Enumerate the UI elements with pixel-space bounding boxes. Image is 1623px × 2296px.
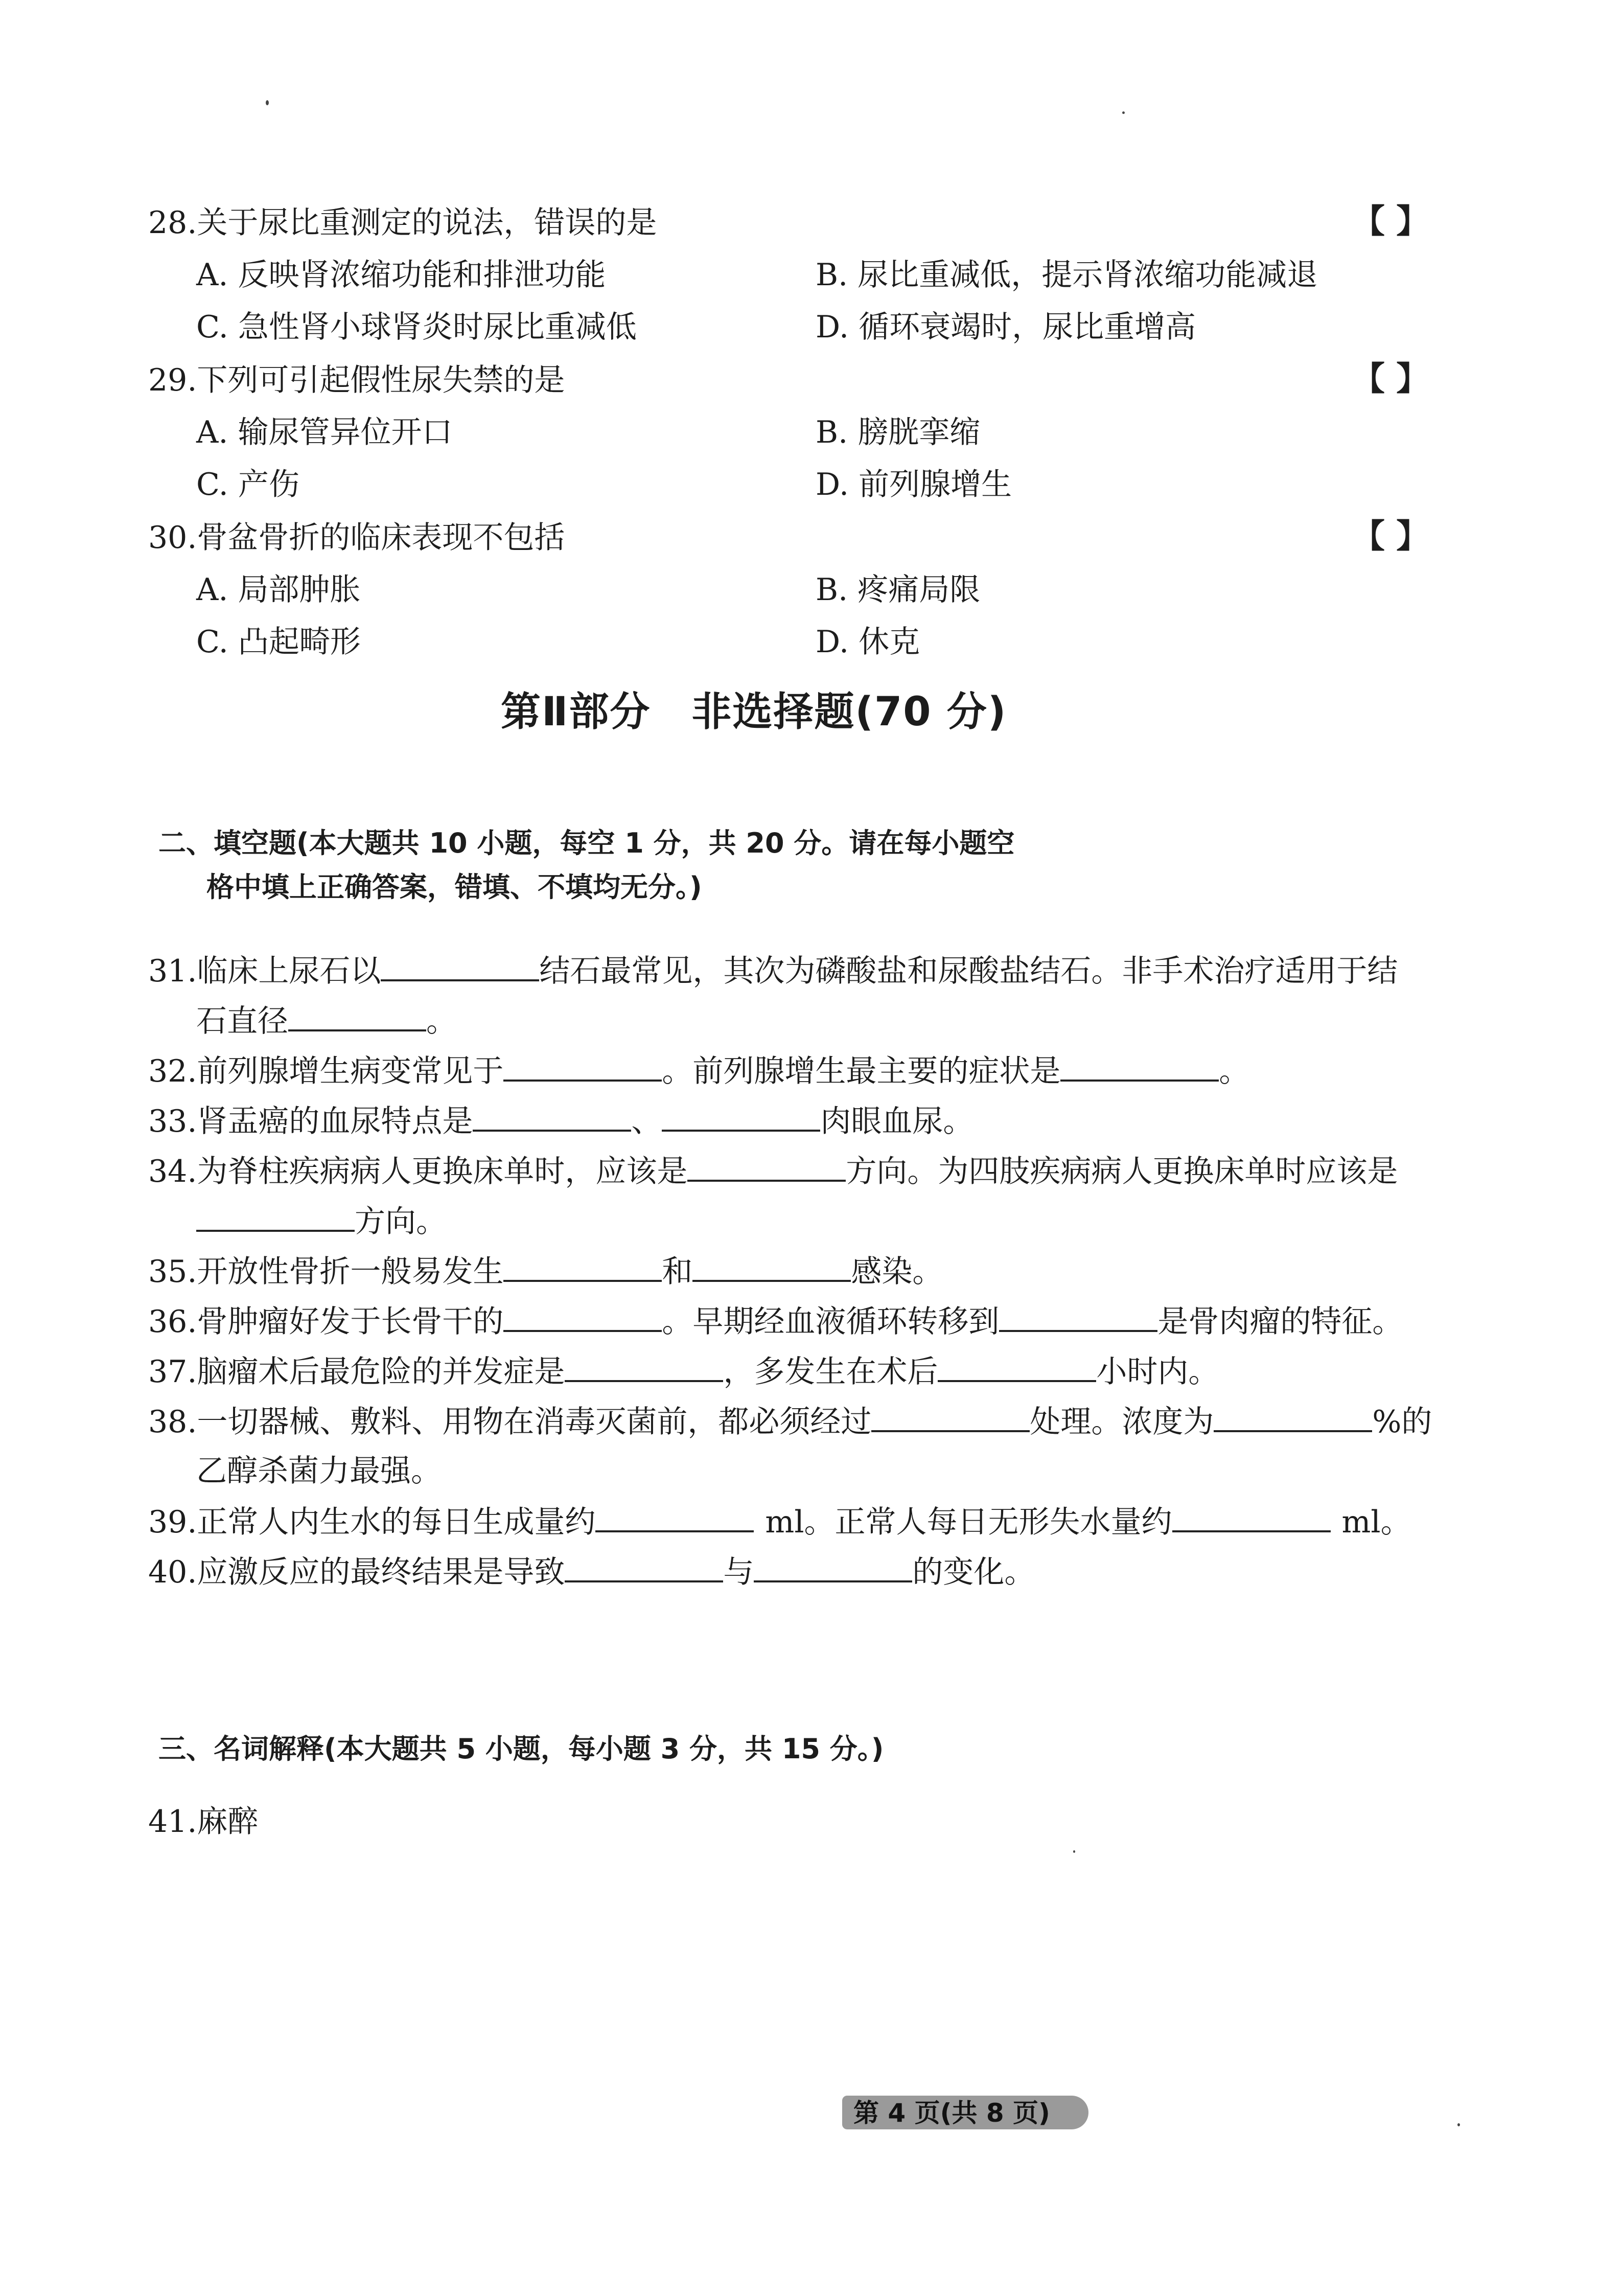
scan-speck [266, 100, 269, 105]
question-35-text: 感染。 [851, 1254, 943, 1290]
question-33 [148, 1100, 973, 1142]
question-33-text: 、 [631, 1104, 662, 1139]
question-31-text: 石直径 [196, 1003, 288, 1039]
blank-35-2[interactable] [692, 1250, 851, 1282]
fill-section-heading: 二、填空题(本大题共 10 小题，每空 1 分，共 20 分。请在每小题空 [158, 827, 1015, 859]
question-31-text: 31.临床上尿石以 [148, 953, 381, 989]
question-39-text: ml。 [1341, 1504, 1411, 1540]
question-34-text: 方向。为四肢疾病病人更换床单时应该是 [846, 1154, 1398, 1189]
blank-39-2[interactable] [1172, 1501, 1331, 1532]
question-37-text: ，多发生在术后 [723, 1354, 938, 1390]
blank-33-2[interactable] [662, 1100, 820, 1132]
question-32 [148, 1050, 1249, 1092]
blank-37-2[interactable] [938, 1350, 1096, 1382]
question-34-cont [196, 1200, 447, 1242]
scan-speck [1073, 1850, 1075, 1853]
option-29-b: B. 膀胱挛缩 [816, 415, 981, 450]
option-30-c: C. 凸起畸形 [196, 624, 361, 660]
blank-36-1[interactable] [503, 1300, 662, 1332]
blank-36-2[interactable] [999, 1300, 1157, 1332]
question-39 [148, 1501, 1411, 1543]
question-40-text: 40.应激反应的最终结果是导致 [148, 1554, 565, 1590]
question-30-stem: 30.骨盆骨折的临床表现不包括 [148, 520, 565, 556]
fill-section-heading-cont: 格中填上正确答案，错填、不填均无分。) [206, 871, 702, 903]
blank-33-1[interactable] [473, 1100, 631, 1132]
option-28-a: A. 反映肾浓缩功能和排泄功能 [196, 257, 606, 293]
option-29-d: D. 前列腺增生 [816, 467, 1012, 502]
question-33-text: 33.肾盂癌的血尿特点是 [148, 1104, 473, 1139]
answer-bracket-30[interactable]: 【 】 [1352, 518, 1429, 556]
question-40-text: 的变化。 [912, 1554, 1035, 1590]
option-29-a: A. 输尿管异位开口 [196, 415, 453, 450]
blank-38-2[interactable] [1214, 1400, 1372, 1432]
blank-40-1[interactable] [565, 1551, 723, 1582]
question-33-text: 肉眼血尿。 [820, 1104, 974, 1139]
question-35-text: 35.开放性骨折一般易发生 [148, 1254, 504, 1290]
option-28-b: B. 尿比重减低，提示肾浓缩功能减退 [816, 257, 1318, 293]
question-31 [148, 950, 1398, 992]
question-29-stem: 29.下列可引起假性尿失禁的是 [148, 362, 565, 398]
question-40 [148, 1551, 1035, 1593]
question-34-text: 34.为脊柱疾病病人更换床单时，应该是 [148, 1154, 688, 1189]
question-32-text: 。 [1219, 1053, 1250, 1089]
answer-bracket-28[interactable]: 【 】 [1352, 203, 1429, 241]
scan-speck [1457, 2123, 1460, 2126]
option-28-c: C. 急性肾小球肾炎时尿比重减低 [196, 309, 637, 345]
question-41: 41.麻醉 [148, 1804, 259, 1840]
question-34 [148, 1150, 1398, 1192]
question-36-text: 是骨肉瘤的特征。 [1157, 1304, 1403, 1340]
blank-34-1[interactable] [687, 1150, 846, 1182]
question-39-text: 39.正常人内生水的每日生成量约 [148, 1504, 596, 1540]
blank-34-2[interactable] [196, 1200, 355, 1232]
question-32-text: 。前列腺增生最主要的症状是 [662, 1053, 1061, 1089]
question-36-text: 。早期经血液循环转移到 [662, 1304, 1000, 1340]
option-30-a: A. 局部肿胀 [196, 572, 361, 608]
question-38-text: %的 [1372, 1404, 1432, 1440]
term-section-heading: 三、名词解释(本大题共 5 小题，每小题 3 分，共 15 分。) [158, 1733, 884, 1765]
question-31-cont [196, 1000, 457, 1042]
question-40-text: 与 [723, 1554, 754, 1590]
option-30-b: B. 疼痛局限 [816, 572, 981, 608]
blank-32-2[interactable] [1060, 1050, 1219, 1082]
blank-38-1[interactable] [871, 1400, 1030, 1432]
question-36-text: 36.骨肿瘤好发于长骨干的 [148, 1304, 504, 1340]
question-39-text: ml。正常人每日无形失水量约 [765, 1504, 1172, 1540]
blank-35-1[interactable] [503, 1250, 662, 1282]
option-30-d: D. 休克 [816, 624, 920, 660]
answer-bracket-29[interactable]: 【 】 [1352, 360, 1429, 398]
scan-speck [1122, 111, 1125, 114]
question-32-text: 32.前列腺增生病变常见于 [148, 1053, 504, 1089]
blank-31-1[interactable] [381, 950, 539, 981]
question-34-text: 方向。 [355, 1204, 447, 1239]
blank-40-2[interactable] [754, 1551, 912, 1582]
question-36 [148, 1300, 1403, 1342]
question-31-text: 。 [426, 1003, 457, 1039]
option-28-d: D. 循环衰竭时，尿比重增高 [816, 309, 1196, 345]
page-number-label: 第 4 页(共 8 页) [853, 2098, 1050, 2128]
question-38-cont: 乙醇杀菌力最强。 [196, 1453, 442, 1489]
question-35-text: 和 [662, 1254, 693, 1290]
question-38 [148, 1400, 1432, 1442]
question-38-text: 38.一切器械、敷料、用物在消毒灭菌前，都必须经过 [148, 1404, 872, 1440]
blank-31-2[interactable] [288, 1000, 426, 1031]
blank-32-1[interactable] [503, 1050, 662, 1082]
question-37-text: 37.脑瘤术后最危险的并发症是 [148, 1354, 565, 1390]
question-35 [148, 1250, 943, 1292]
question-38-text: 处理。浓度为 [1030, 1404, 1214, 1440]
question-37 [148, 1350, 1219, 1392]
question-28-stem: 28.关于尿比重测定的说法，错误的是 [148, 205, 657, 241]
question-31-text: 结石最常见，其次为磷酸盐和尿酸盐结石。非手术治疗适用于结 [539, 953, 1398, 989]
part-2-title: 第Ⅱ部分 非选择题(70 分) [501, 689, 1007, 735]
blank-39-1[interactable] [595, 1501, 754, 1532]
blank-37-1[interactable] [565, 1350, 723, 1382]
question-37-text: 小时内。 [1096, 1354, 1219, 1390]
option-29-c: C. 产伤 [196, 467, 299, 502]
